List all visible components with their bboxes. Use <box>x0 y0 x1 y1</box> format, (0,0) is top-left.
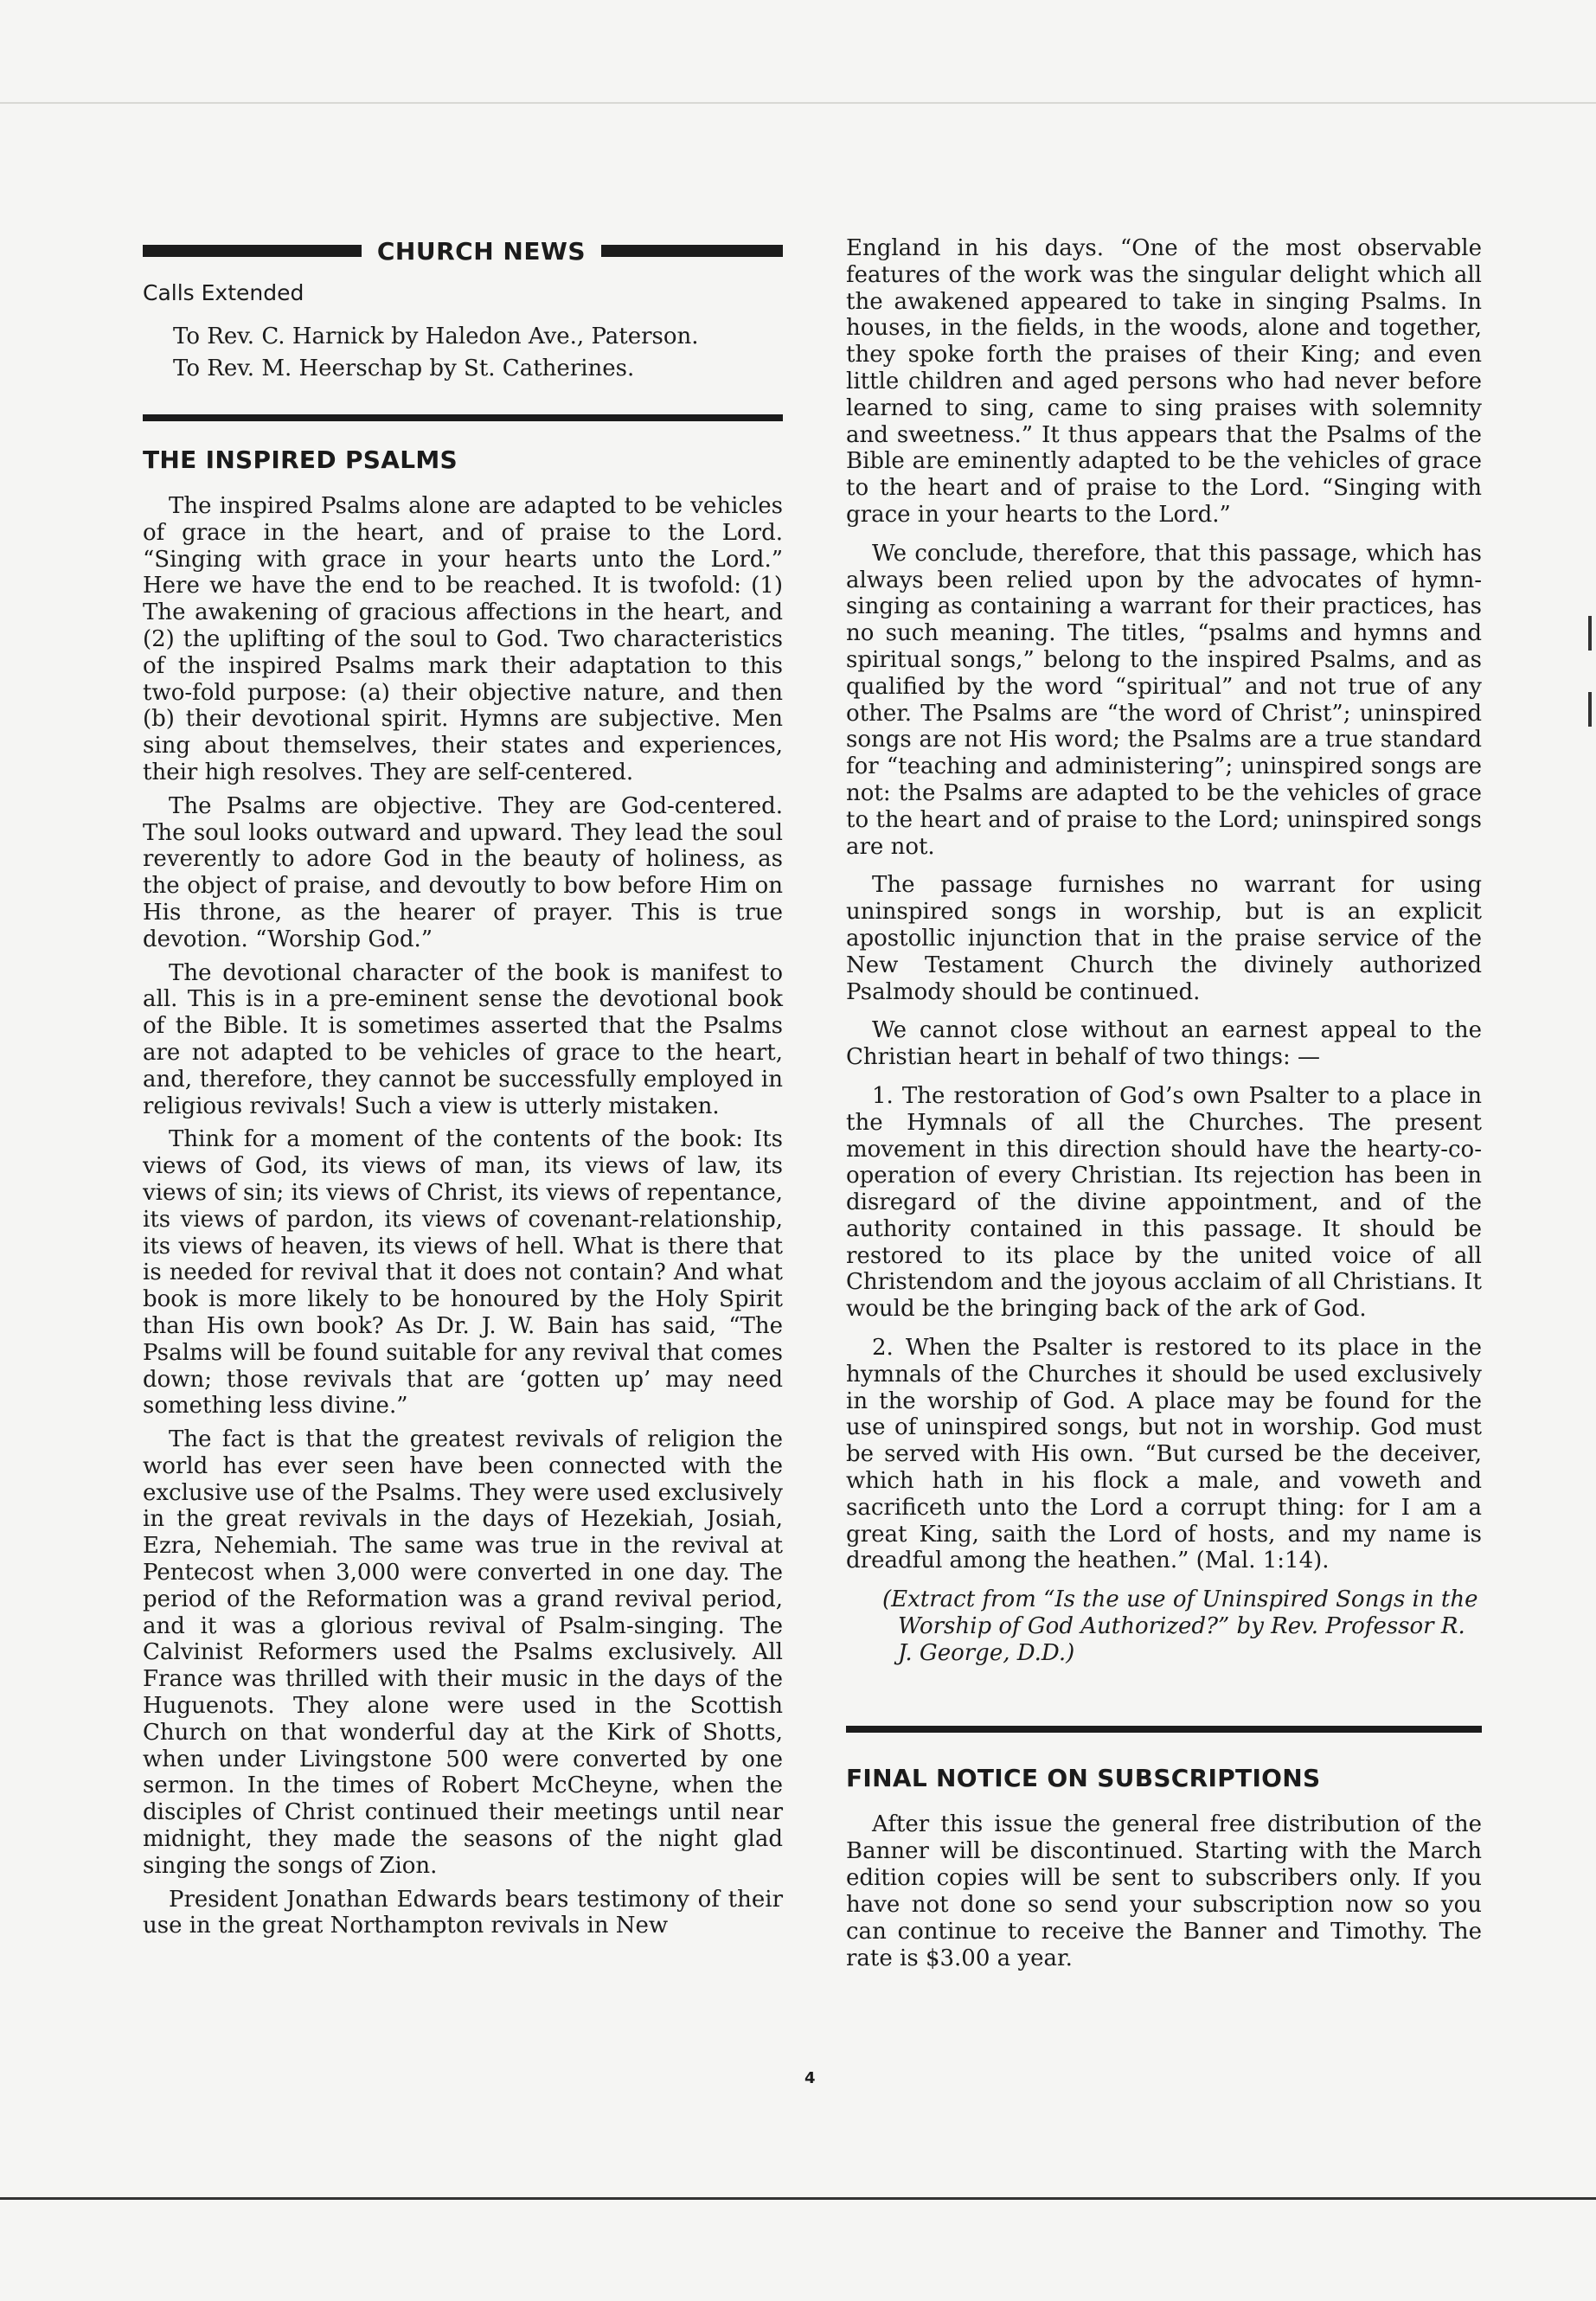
article-body-right <box>846 235 1482 1574</box>
article-paragraph: The passage furnishes no warrant for using uninspired songs in worship, but is an explicit apostollic injunction that in the praise service of the New Testament Church the divinely authorized Psalmody should be continued. <box>846 872 1482 1005</box>
church-news-title: CHURCH NEWS <box>376 236 586 266</box>
header-bar-right <box>601 245 783 257</box>
article-paragraph: The devotional character of the book is manifest to all. This is in a pre-eminent sense the devotional book of the Bible. It is sometimes asserted that the Psalms are not adapted to be vehicles of grace to the heart, and, therefore, they cannot be successfully employed in religious revivals! Such a view is utterly mistaken. <box>143 959 783 1119</box>
article-paragraph: The fact is that the greatest revivals of religion the world has ever seen have been connected with the exclusive use of the Psalms. They were used exclusively in the great revivals in the days of Hezekiah, Josiah, Ezra, Nehemiah. The same was true in the revival at Pentecost when 3,000 were converted in one day. The period of the Reformation was a grand revival period, and it was a glorious revival of Psalm-singing. The Calvinist Reformers used the Psalms exclusively. All France was thrilled with their music in the days of the Huguenots. They alone were used in the Scottish Church on that wonderful day at the Kirk of Shotts, when under Livingstone 500 were converted by one sermon. In the times of Robert McCheyne, when the disciples of Christ continued their meetings until near midnight, they made the seasons of the night glad singing the songs of Zion. <box>143 1426 783 1879</box>
article-paragraph: We cannot close without an earnest appeal to the Christian heart in behalf of two things: — <box>846 1017 1482 1071</box>
article-paragraph: President Jonathan Edwards bears testimony of their use in the great Northampton revivals in New <box>143 1886 783 1939</box>
notice-title: FINAL NOTICE ON SUBSCRIPTIONS <box>846 1763 1321 1792</box>
page-top-edge <box>0 102 1596 104</box>
article-paragraph: 2. When the Psalter is restored to its place in the hymnals of the Churches it should be used exclusively in the worship of God. A place may be found for the use of uninspired songs, but not in worship. God must be served with His own. “But cursed be the deceiver, which hath in his flock a male, and voweth and sacrificeth unto the Lord a corrupt thing: for I am a great King, saith the Lord of hosts, and my name is dreadful among the heathen.” (Mal. 1:14). <box>846 1335 1482 1574</box>
article-source-extract: (Extract from “Is the use of Uninspired Songs in the Worship of God Authorized?” by Rev. Professor R. J. George, D.D.) <box>882 1586 1478 1666</box>
notice-body <box>846 1811 1482 1972</box>
article-paragraph: Think for a moment of the contents of the book: Its views of God, its views of man, its views of law, its views of sin; its views of Christ, its views of repentance, its views of pardon, its views of covenant-relationship, its views of heaven, its views of hell. What is there that is needed for revival that it does not contain? And what book is more likely to be honoured by the Holy Spirit than His own book? As Dr. J. W. Bain has said, “The Psalms will be found suitable for any revival that comes down; those revivals that are ‘gotten up’ may need something less divine.” <box>143 1126 783 1420</box>
article-paragraph: The inspired Psalms alone are adapted to be vehicles of grace in the heart, and of praise to the Lord. “Singing with grace in your hearts unto the Lord.” Here we have the end to be reached. It is twofold: (1) The awakening of gracious affections in the heart, and (2) the uplifting of the soul to God. Two characteristics of the inspired Psalms mark their adaptation to this two-fold purpose: (a) their objective nature, and then (b) their devotional spirit. Hymns are subjective. Men sing about themselves, their states and experiences, their high resolves. They are self-centered. <box>143 493 783 785</box>
header-bar-left <box>143 245 362 257</box>
article-paragraph-continued: England in his days. “One of the most observable features of the work was the singular delight which all the awakened appeared to take in singing Psalms. In houses, in the fields, in the woods, alone and together, they spoke forth the praises of their King; and even little children and aged persons who had never before learned to sing, came to sing praises with solemnity and sweetness.” It thus appears that the Psalms of the Bible are eminently adapted to be the vehicles of grace to the heart and of praise to the Lord. “Singing with grace in your hearts to the Lord.” <box>846 235 1482 528</box>
section-divider <box>143 414 783 421</box>
calls-extended-subhead: Calls Extended <box>143 280 304 305</box>
article-paragraph: 1. The restoration of God’s own Psalter to a place in the Hymnals of all the Churches. The present movement in this direction should have the hearty-co-operation of every Christian. Its rejection has been in disregard of the divine appointment, and of the authority contained in this passage. It should be restored to its place by the united voice of all Christendom and the joyous acclaim of all Christians. It would be the bringing back of the ark of God. <box>846 1082 1482 1323</box>
article-body-left <box>143 493 783 1939</box>
article-title: THE INSPIRED PSALMS <box>143 445 458 474</box>
section-divider <box>846 1726 1482 1733</box>
page-bottom-edge <box>0 2197 1596 2200</box>
call-item: To Rev. M. Heerschap by St. Catherines. <box>173 356 635 381</box>
notice-paragraph: After this issue the general free distribution of the Banner will be discontinued. Starting with the March edition copies will be sent to subscribers only. If you have not done so send your subscription now so you can continue to receive the Banner and Timothy. The rate is $3.00 a year. <box>846 1811 1482 1971</box>
page-number: 4 <box>804 2069 816 2087</box>
call-item: To Rev. C. Harnick by Haledon Ave., Paterson. <box>173 324 699 349</box>
right-column <box>846 235 1482 1972</box>
scan-edge-mark <box>1588 616 1592 651</box>
article-paragraph: We conclude, therefore, that this passage, which has always been relied upon by the advocates of hymn-singing as containing a warrant for their practices, has no such meaning. The titles, “psalms and hymns and spiritual songs,” belong to the inspired Psalms, and as qualified by the word “spiritual” and not true of any other. The Psalms are “the word of Christ”; uninspired songs are not His word; the Psalms are a true standard for “teaching and administering”; uninspired songs are not: the Psalms are adapted to be the vehicles of grace to the heart and of praise to the Lord; uninspired songs are not. <box>846 540 1482 860</box>
scan-edge-mark <box>1588 692 1592 727</box>
left-column <box>143 234 783 1946</box>
article-paragraph: The Psalms are objective. They are God-centered. The soul looks outward and upward. They lead the soul reverently to adore God in the beauty of holiness, as the object of praise, and devoutly to bow before Him on His throne, as the hearer of prayer. This is true devotion. “Worship God.” <box>143 792 783 952</box>
church-news-header <box>143 234 783 268</box>
